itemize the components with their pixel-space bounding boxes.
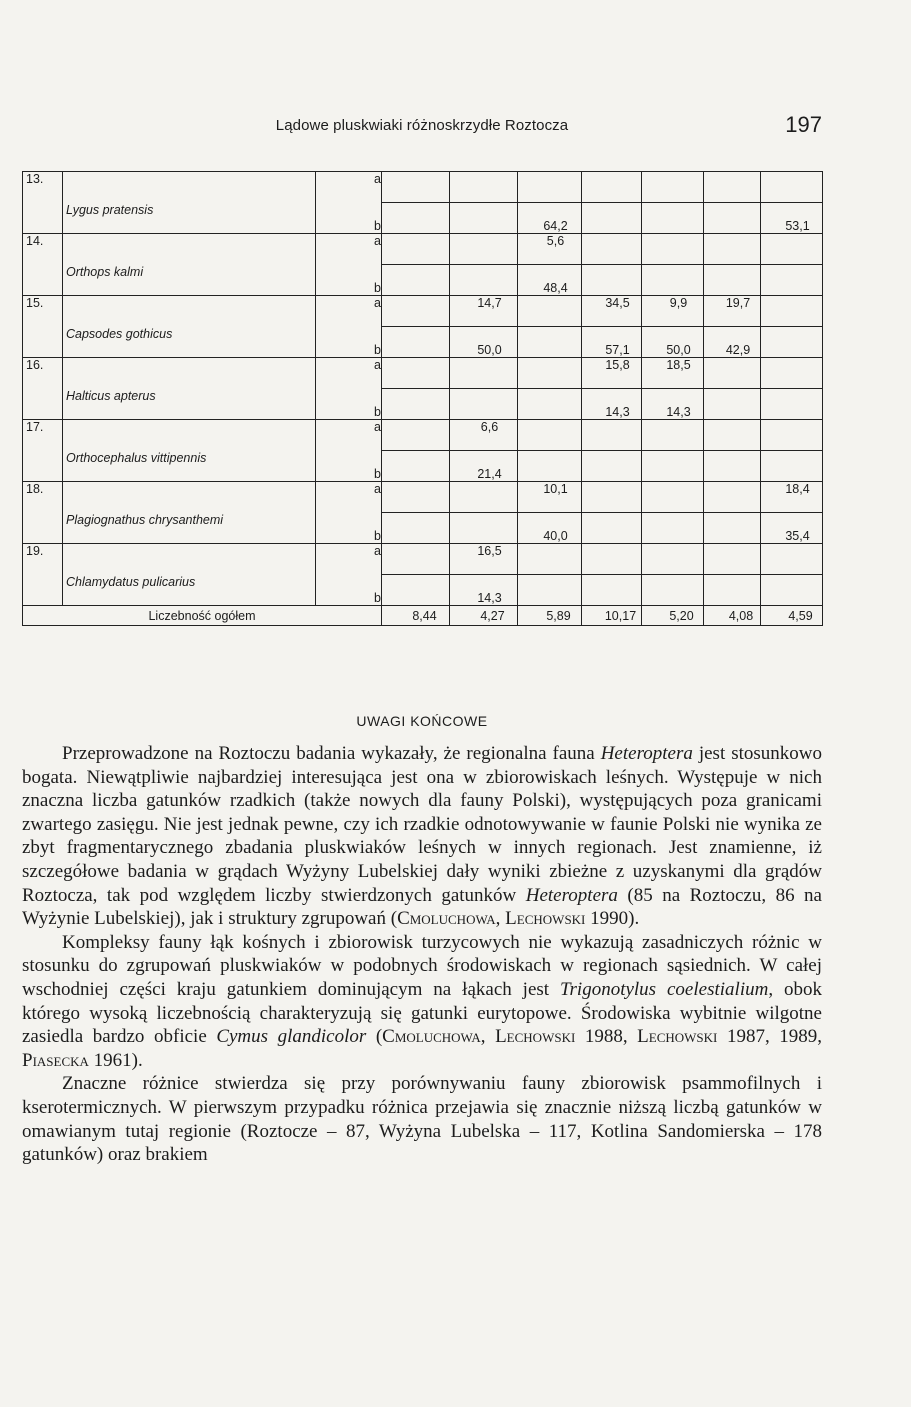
species-number: 18. [23, 482, 63, 513]
table-cell [642, 544, 704, 575]
table-row [23, 234, 823, 265]
species-number: 16. [23, 358, 63, 389]
paragraph [22, 931, 822, 1073]
row-label-b: b [316, 451, 382, 482]
table-cell [582, 234, 642, 265]
row-label-a: a [316, 172, 382, 203]
table-cell [582, 265, 642, 296]
table-cell [382, 358, 450, 389]
table-cell [450, 234, 518, 265]
table-cell [704, 482, 761, 513]
table-cell [642, 575, 704, 606]
table-row [23, 172, 823, 203]
section-title: UWAGI KOŃCOWE [356, 713, 488, 729]
total-value: 4,59 [761, 606, 823, 626]
table-cell [450, 172, 518, 203]
species-name [63, 420, 316, 451]
species-number [23, 203, 63, 234]
table-cell [642, 265, 704, 296]
table-row [23, 203, 823, 234]
table-cell [582, 420, 642, 451]
table-cell: 9,9 [642, 296, 704, 327]
species-name: Plagiognathus chrysanthemi [63, 513, 316, 544]
text-run: 1987, 1989, [717, 1026, 823, 1048]
table-cell [518, 389, 582, 420]
table-cell [704, 451, 761, 482]
table-row [23, 389, 823, 420]
table-cell: 16,5 [450, 544, 518, 575]
table-cell: 64,2 [518, 203, 582, 234]
table-cell [642, 513, 704, 544]
table-cell [704, 203, 761, 234]
table-cell: 14,7 [450, 296, 518, 327]
table-cell [450, 389, 518, 420]
table-cell: 35,4 [761, 513, 823, 544]
table-row [23, 575, 823, 606]
table-row [23, 482, 823, 513]
table-cell [582, 513, 642, 544]
table-cell: 14,3 [582, 389, 642, 420]
row-label-b: b [316, 513, 382, 544]
species-number [23, 451, 63, 482]
table-cell [518, 420, 582, 451]
table-cell [382, 420, 450, 451]
body-text [22, 742, 822, 1167]
text-run: Przeprowadzone na Roztoczu badania wykazały, że regionalna fauna [62, 743, 601, 764]
text-run: 1988, [575, 1026, 638, 1048]
italic-term: Cymus glandicolor [216, 1026, 367, 1048]
species-name [63, 482, 316, 513]
table-cell [761, 575, 823, 606]
table-cell [382, 327, 450, 358]
row-label-b: b [316, 265, 382, 296]
row-label-a: a [316, 234, 382, 265]
row-label-a: a [316, 544, 382, 575]
text-run: jest stosunkowo bogata. Niewątpliwie najbardziej interesująca jest ona w zbiorowiskach leśnych. Występuje w nich znaczna liczba gatunków rzadkich (także nowych dla fauny Polski), występujących poza granicami zwartego zasięgu. Nie jest jednak pewne, czy ich rzadkie odnotowywanie w faunie Polski nie wynika ze zbyt fragmentarycznego zbadania pluskwiaków leśnych w innych regionach. Jest znamienne, iż szczegółowe badania w grądach Wyżyny Lubelskiej dały wyniki zbieżne z uzyskanymi dla grądów Roztocza, tak pod względem liczby stwierdzonych gatunków [22, 743, 822, 906]
table-cell: 48,4 [518, 265, 582, 296]
table-cell [518, 451, 582, 482]
species-number: 14. [23, 234, 63, 265]
table-row [23, 513, 823, 544]
species-table [22, 171, 823, 626]
row-label-a: a [316, 482, 382, 513]
table-cell [642, 203, 704, 234]
table-cell: 14,3 [642, 389, 704, 420]
row-label-a: a [316, 358, 382, 389]
page-header [22, 112, 822, 142]
table-cell [582, 451, 642, 482]
running-title: Lądowe pluskwiaki różnoskrzydłe Roztocza [275, 117, 569, 134]
species-name [63, 172, 316, 203]
table-cell: 42,9 [704, 327, 761, 358]
total-value: 5,20 [642, 606, 704, 626]
table-cell: 34,5 [582, 296, 642, 327]
table-cell [518, 358, 582, 389]
table-cell: 19,7 [704, 296, 761, 327]
table-cell [450, 203, 518, 234]
table-cell [761, 327, 823, 358]
species-name [63, 234, 316, 265]
table-cell [382, 234, 450, 265]
table-cell [382, 203, 450, 234]
table-cell [450, 482, 518, 513]
text-run: (85 na Roztoczu, 86 na Wyżynie Lubelskiej), jak i struktury zgrupowań ( [22, 884, 822, 930]
table-cell: 50,0 [642, 327, 704, 358]
author-citation: Lechowski [637, 1026, 718, 1048]
table-cell [704, 172, 761, 203]
table-cell [704, 513, 761, 544]
table-cell [518, 575, 582, 606]
table-cell: 50,0 [450, 327, 518, 358]
table-cell [382, 575, 450, 606]
species-name [63, 296, 316, 327]
species-number [23, 265, 63, 296]
table-cell [518, 172, 582, 203]
table-cell [518, 327, 582, 358]
species-number [23, 389, 63, 420]
table-cell [382, 265, 450, 296]
table-cell [382, 482, 450, 513]
text-run: 1990). [585, 908, 640, 930]
table-cell [704, 358, 761, 389]
total-value: 4,27 [450, 606, 518, 626]
total-value: 4,08 [704, 606, 761, 626]
table-cell [582, 482, 642, 513]
table-cell [761, 172, 823, 203]
species-number: 13. [23, 172, 63, 203]
table-cell [642, 451, 704, 482]
table-row [23, 358, 823, 389]
paragraph [22, 1072, 822, 1166]
table-cell: 18,4 [761, 482, 823, 513]
species-name: Lygus pratensis [63, 203, 316, 234]
table-cell [518, 544, 582, 575]
table-cell [704, 575, 761, 606]
row-label-b: b [316, 389, 382, 420]
table-cell [642, 420, 704, 451]
table-cell [382, 296, 450, 327]
row-label-a: a [316, 296, 382, 327]
species-number: 15. [23, 296, 63, 327]
author-citation: Cmoluchowa, Lechowski [397, 908, 586, 930]
paragraph [22, 742, 822, 931]
table-cell: 57,1 [582, 327, 642, 358]
table-cell: 21,4 [450, 451, 518, 482]
page-number: 197 [785, 112, 822, 137]
table-row [23, 451, 823, 482]
author-citation: Cmoluchowa, Lechowski [382, 1026, 576, 1048]
table-cell [761, 358, 823, 389]
table-cell [382, 172, 450, 203]
italic-term: Trigonotylus coelestialium [560, 978, 769, 1000]
table-cell [704, 420, 761, 451]
table-row [23, 265, 823, 296]
author-citation: Piasecka [22, 1049, 89, 1071]
species-number: 17. [23, 420, 63, 451]
table-cell [761, 234, 823, 265]
table-cell [761, 544, 823, 575]
table-cell [582, 203, 642, 234]
table-cell [450, 265, 518, 296]
table-cell [518, 296, 582, 327]
total-value: 5,89 [518, 606, 582, 626]
table-cell [450, 513, 518, 544]
total-label: Liczebność ogółem [23, 606, 382, 626]
total-value: 10,17 [582, 606, 642, 626]
species-name [63, 544, 316, 575]
table-cell: 10,1 [518, 482, 582, 513]
table-cell [450, 358, 518, 389]
text-run: Znaczne różnice stwierdza się przy porównywaniu fauny zbiorowisk psammofilnych i kserotermicznych. W pierwszym przypadku różnica przejawia się znacznie niższą liczbą gatunków w omawianym tutaj regionie (Roztocze – 87, Wyżyna Lubelska – 117, Kotlina Sandomierska – 178 gatunków) oraz brakiem [22, 1073, 822, 1166]
table-cell [761, 420, 823, 451]
table-cell: 53,1 [761, 203, 823, 234]
table-row [23, 296, 823, 327]
table-cell: 5,6 [518, 234, 582, 265]
table-cell [704, 389, 761, 420]
text-run: 1961). [88, 1049, 143, 1071]
table-cell [582, 575, 642, 606]
species-name: Halticus apterus [63, 389, 316, 420]
text-run: ( [366, 1026, 383, 1048]
total-value: 8,44 [382, 606, 450, 626]
text-run: Kompleksy fauny łąk kośnych i zbiorowisk turzycowych nie wykazują zasadniczych różnic w stosunku do zgrupowań pluskwiaków w podobnych środowiskach w regionach sąsiednich. W całej wschodniej części kraju gatunkiem dominującym na łąkach jest [22, 931, 822, 1000]
table-cell [382, 389, 450, 420]
table-row [23, 327, 823, 358]
table-cell [642, 482, 704, 513]
table-cell [761, 265, 823, 296]
italic-term: Heteroptera [600, 743, 693, 764]
table-cell [382, 513, 450, 544]
table-row [23, 420, 823, 451]
table-row [23, 544, 823, 575]
species-number [23, 327, 63, 358]
text-run: , obok którego wysoką liczebnością charakteryzują się gatunki eurytopowe. Środowiska wybitnie wilgotne zasiedla bardzo obficie [22, 978, 823, 1048]
table-cell [582, 544, 642, 575]
table-cell: 18,5 [642, 358, 704, 389]
table-cell [382, 544, 450, 575]
table-cell [761, 296, 823, 327]
row-label-b: b [316, 327, 382, 358]
table-cell: 14,3 [450, 575, 518, 606]
table-cell [704, 234, 761, 265]
table-cell: 40,0 [518, 513, 582, 544]
table-cell [382, 451, 450, 482]
species-name [63, 358, 316, 389]
total-row [23, 606, 823, 626]
table-cell [761, 389, 823, 420]
table-cell: 6,6 [450, 420, 518, 451]
table-cell [642, 234, 704, 265]
species-number [23, 575, 63, 606]
species-number: 19. [23, 544, 63, 575]
row-label-a: a [316, 420, 382, 451]
table-cell: 15,8 [582, 358, 642, 389]
table-cell [642, 172, 704, 203]
row-label-b: b [316, 575, 382, 606]
table-cell [704, 544, 761, 575]
italic-term: Heteroptera [525, 884, 618, 906]
table-cell [704, 265, 761, 296]
species-name: Orthocephalus vittipennis [63, 451, 316, 482]
species-name: Capsodes gothicus [63, 327, 316, 358]
table-cell [582, 172, 642, 203]
species-name: Orthops kalmi [63, 265, 316, 296]
table-cell [761, 451, 823, 482]
row-label-b: b [316, 203, 382, 234]
species-number [23, 513, 63, 544]
species-name: Chlamydatus pulicarius [63, 575, 316, 606]
